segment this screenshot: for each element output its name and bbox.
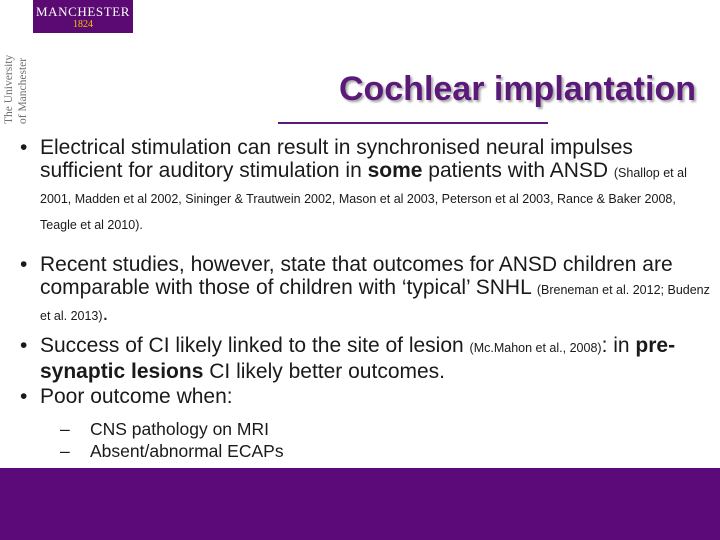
bullet-site-of-lesion (20, 334, 710, 383)
bullet-electrical-stimulation (20, 136, 710, 237)
bullet-poor-outcome (20, 385, 710, 408)
b3-text-1: Success of CI likely linked to the site of lesion (40, 334, 470, 357)
b2-end: . (102, 302, 109, 325)
b3-citation: (Mc.Mahon et al., 2008) (469, 341, 602, 355)
subitem-ecaps: – Absent/abnormal ECAPs (60, 440, 710, 462)
subitem-cns-pathology: – CNS pathology on MRI (60, 418, 710, 440)
manchester-logo (33, 0, 133, 33)
title-underline (278, 122, 548, 124)
b1-citation: (Shallop et al 2001, Madden et al 2002, Sininger & Trautwein 2002, Mason et al 2003, Peterson et al 2003, Rance & Baker 2008, Teagle et al 2010). (40, 166, 687, 232)
b3-text-2: : in (601, 334, 636, 357)
logo-year: 1824 (73, 19, 93, 30)
wordmark-line-1: The University (3, 54, 15, 124)
b1-text-1: Electrical stimulation can result in synchronised neural impulses sufficient for auditory stimulation in (40, 136, 633, 182)
slide-content (20, 136, 710, 462)
slide-title: Cochlear implantation (338, 70, 696, 108)
footer-bar (0, 468, 720, 540)
b2-text: Recent studies, however, state that outcomes for ANSD children are comparable with those of children with ‘typical’ SNHL (40, 253, 673, 299)
wordmark-line-2: of Manchester (17, 57, 29, 124)
b4-text: Poor outcome when: (40, 385, 233, 408)
b3-bold: pre-synaptic lesions (40, 334, 676, 383)
b2-citation: (Breneman et al. 2012; Budenz et al. 2013) (40, 283, 710, 323)
logo-name: MANCHESTER (35, 4, 131, 19)
poor-outcome-sublist (20, 418, 710, 462)
bullet-recent-studies (20, 253, 710, 328)
b3-text-3: CI likely better outcomes. (203, 360, 445, 383)
b1-bold: some (367, 159, 423, 182)
b1-text-2: patients with ANSD (422, 159, 614, 182)
university-vertical-wordmark (2, 36, 32, 124)
